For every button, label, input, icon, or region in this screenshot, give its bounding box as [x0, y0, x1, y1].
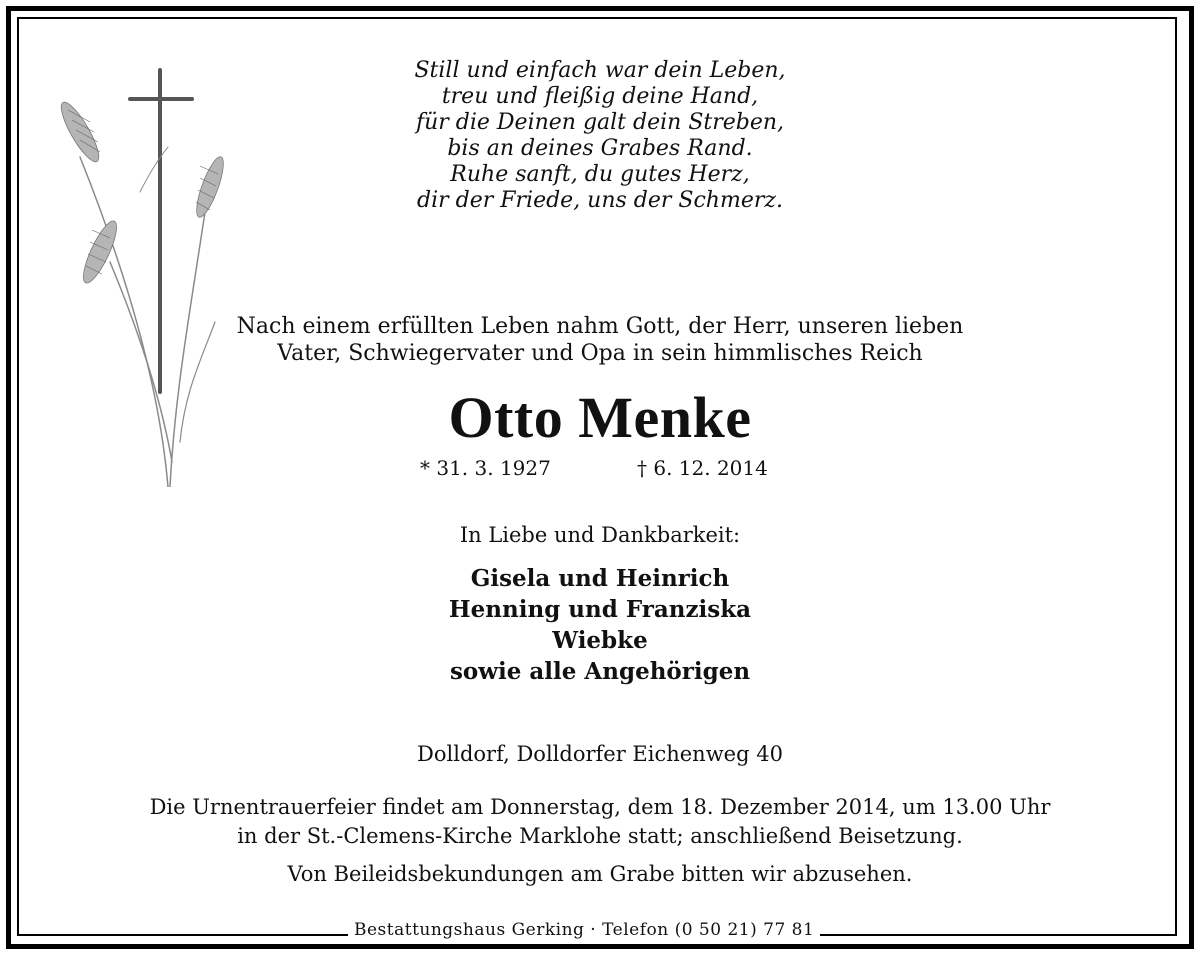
- poem-line: treu und fleißig deine Hand,: [441, 84, 759, 109]
- condolence-note: Von Beileidsbekundungen am Grabe bitten wir abzusehen.: [287, 862, 913, 886]
- death-date: † 6. 12. 2014: [637, 456, 768, 480]
- poem-line: Ruhe sanft, du gutes Herz,: [450, 162, 750, 187]
- thanks-line: In Liebe und Dankbarkeit:: [459, 523, 741, 547]
- mourner-entry: Henning und Franziska: [448, 596, 752, 623]
- birth-date: * 31. 3. 1927: [420, 456, 551, 480]
- announcement-line: Nach einem erfüllten Leben nahm Gott, der Herr, unseren lieben: [236, 314, 964, 339]
- mourner-entry: Gisela und Heinrich: [470, 565, 730, 592]
- ceremony-line: Die Urnentrauerfeier findet am Donnerstag, dem 18. Dezember 2014, um 13.00 Uhr: [149, 795, 1051, 819]
- poem-line: bis an deines Grabes Rand.: [447, 136, 753, 161]
- deceased-name: Otto Menke: [448, 385, 752, 450]
- announcement-line: Vater, Schwiegervater und Opa in sein himmlisches Reich: [277, 341, 923, 366]
- mourner-entry: Wiebke: [552, 627, 648, 654]
- mourners-list: [0, 563, 1200, 687]
- poem-line: Still und einfach war dein Leben,: [414, 58, 786, 83]
- poem: [0, 58, 1200, 214]
- address: Dolldorf, Dolldorfer Eichenweg 40: [417, 742, 783, 766]
- ceremony-info: [0, 793, 1200, 851]
- mourner-entry: sowie alle Angehörigen: [449, 658, 751, 685]
- ceremony-line: in der St.-Clemens-Kirche Marklohe statt; anschließend Beisetzung.: [237, 824, 963, 848]
- funeral-home-footer: Bestattungshaus Gerking · Telefon (0 50 21) 77 81: [348, 920, 820, 940]
- poem-line: für die Deinen galt dein Streben,: [415, 110, 785, 135]
- poem-line: dir der Friede, uns der Schmerz.: [417, 188, 783, 213]
- announcement-text: [0, 313, 1200, 367]
